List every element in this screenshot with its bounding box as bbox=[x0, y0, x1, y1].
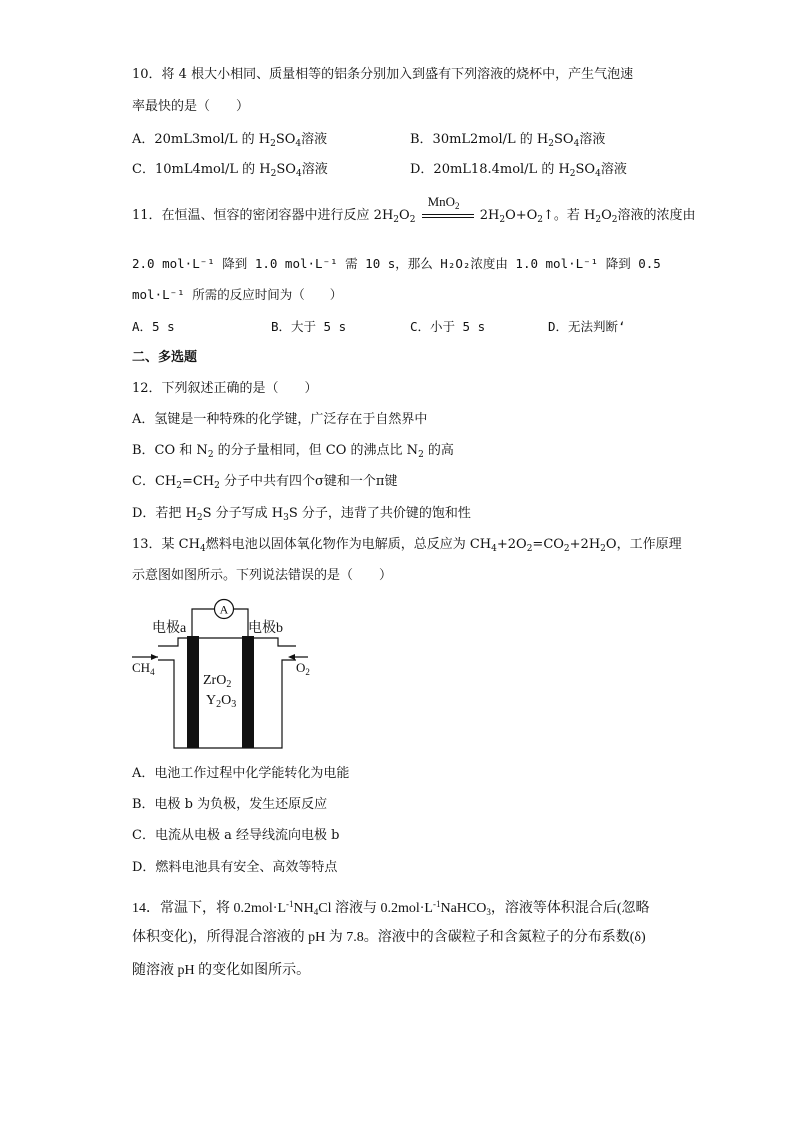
q12-stem: 12．下列叙述正确的是（ ） bbox=[132, 381, 318, 396]
q13-option-b: B．电极 b 为负极，发生还原反应 bbox=[132, 797, 328, 812]
o2-arrowhead bbox=[288, 654, 295, 660]
q10-option-b: B．30mL2mol/L 的 $H_2SO_4$溶液 bbox=[410, 132, 606, 149]
q14-stem-line1: 14．常温下，将 $0.2mol\cdot L^{-1}NH_4Cl$ 溶液与 $0.2mol\cdot L^{-1}NaHCO_3$，溶液等体积混合后(忽略 bbox=[132, 899, 650, 917]
electrode-a bbox=[187, 636, 199, 748]
ch4-label: $CH_4$ bbox=[132, 660, 155, 677]
cell-outline-left-lower bbox=[158, 660, 188, 748]
q11-option-c: C．小于 5 s bbox=[410, 319, 486, 334]
q13-option-c: C．电流从电极 a 经导线流向电极 b bbox=[132, 828, 340, 843]
q12-option-b: B．CO 和 $N_2$ 的分子量相同，但 CO 的沸点比 $N_2$ 的高 bbox=[132, 443, 454, 460]
q10-stem-line1: 10．将 4 根大小相同、质量相等的铝条分别加入到盛有下列溶液的烧杯中，产生气泡速 bbox=[132, 67, 634, 82]
electrolyte-y2o3: $Y_2O_3$ bbox=[206, 693, 237, 710]
external-wire bbox=[192, 609, 214, 636]
q11-stem-line3: mol·L⁻¹ 所需的反应时间为（ ） bbox=[132, 287, 343, 302]
equals-sign-bottom bbox=[422, 217, 474, 218]
q13-option-a: A．电池工作过程中化学能转化为电能 bbox=[132, 766, 350, 781]
q11-option-b: B．大于 5 s bbox=[271, 319, 347, 334]
cell-outline-right-lower bbox=[254, 660, 296, 748]
q13-stem-line1: 13．某 $CH_4$燃料电池以固体氧化物作为电解质，总反应为 $CH_4+2O_2=CO_2+2H_2O$，工作原理 bbox=[132, 537, 682, 554]
electrode-b-label: 电极b bbox=[248, 621, 283, 636]
q12-option-d: D．若把 $H_2S$ 分子写成 $H_3S$ 分子，违背了共价键的饱和性 bbox=[132, 506, 471, 523]
fuel-cell-diagram bbox=[130, 598, 310, 756]
q10-option-d: D．20mL18.4mol/L 的 $H_2SO_4$溶液 bbox=[410, 162, 627, 179]
q10-option-c: C．10mL4mol/L 的 $H_2SO_4$溶液 bbox=[132, 162, 328, 179]
electrode-b bbox=[242, 636, 254, 748]
equals-sign-top bbox=[422, 214, 474, 215]
q14-stem-line2: 体积变化)，所得混合溶液的 pH 为 7.8。溶液中的含碳粒子和含氮粒子的分布系数(δ) bbox=[132, 930, 646, 945]
cell-outline-right bbox=[254, 638, 296, 646]
q11-stem-line2: 2.0 mol·L⁻¹ 降到 1.0 mol·L⁻¹ 需 10 s，那么 H₂O₂浓度由 1.0 mol·L⁻¹ 降到 0.5 bbox=[132, 256, 661, 271]
ammeter-label: A bbox=[219, 602, 229, 617]
q11-option-d: D．无法判断‘ bbox=[548, 319, 626, 334]
reaction-arrow bbox=[420, 194, 476, 225]
external-wire-right bbox=[234, 609, 248, 636]
electrode-a-label: 电极a bbox=[152, 621, 187, 636]
q11-option-a: A．5 s bbox=[132, 319, 175, 334]
q12-option-c: C．$CH_2=CH_2$ 分子中共有四个σ键和一个π键 bbox=[132, 474, 398, 491]
q13-option-d: D．燃料电池具有安全、高效等特点 bbox=[132, 860, 338, 875]
q14-stem-line3: 随溶液 pH 的变化如图所示。 bbox=[132, 963, 311, 978]
ch4-arrowhead bbox=[151, 654, 158, 660]
cell-outline-left bbox=[158, 638, 188, 646]
q12-option-a: A．氢键是一种特殊的化学键，广泛存在于自然界中 bbox=[132, 412, 428, 427]
q13-stem-line2: 示意图如图所示。下列说法错误的是（ ） bbox=[132, 568, 393, 583]
electrolyte-zro2: ZrO$_2$ bbox=[203, 673, 232, 690]
q10-option-a: A．20mL3mol/L 的 $H_2SO_4$溶液 bbox=[132, 132, 328, 149]
section-heading: 二、多选题 bbox=[132, 350, 198, 365]
q11-stem-line1: 11．在恒温、恒容的密闭容器中进行反应 $2H_2O_2$ MnO$_2$ $2H_2O+O_2↑$。若 $H_2O_2$溶液的浓度由 bbox=[132, 194, 696, 225]
q10-stem-line2: 率最快的是（ ） bbox=[132, 99, 250, 114]
catalyst-label: MnO$_2$ bbox=[427, 194, 460, 211]
o2-label: $O_2$ bbox=[296, 660, 310, 677]
